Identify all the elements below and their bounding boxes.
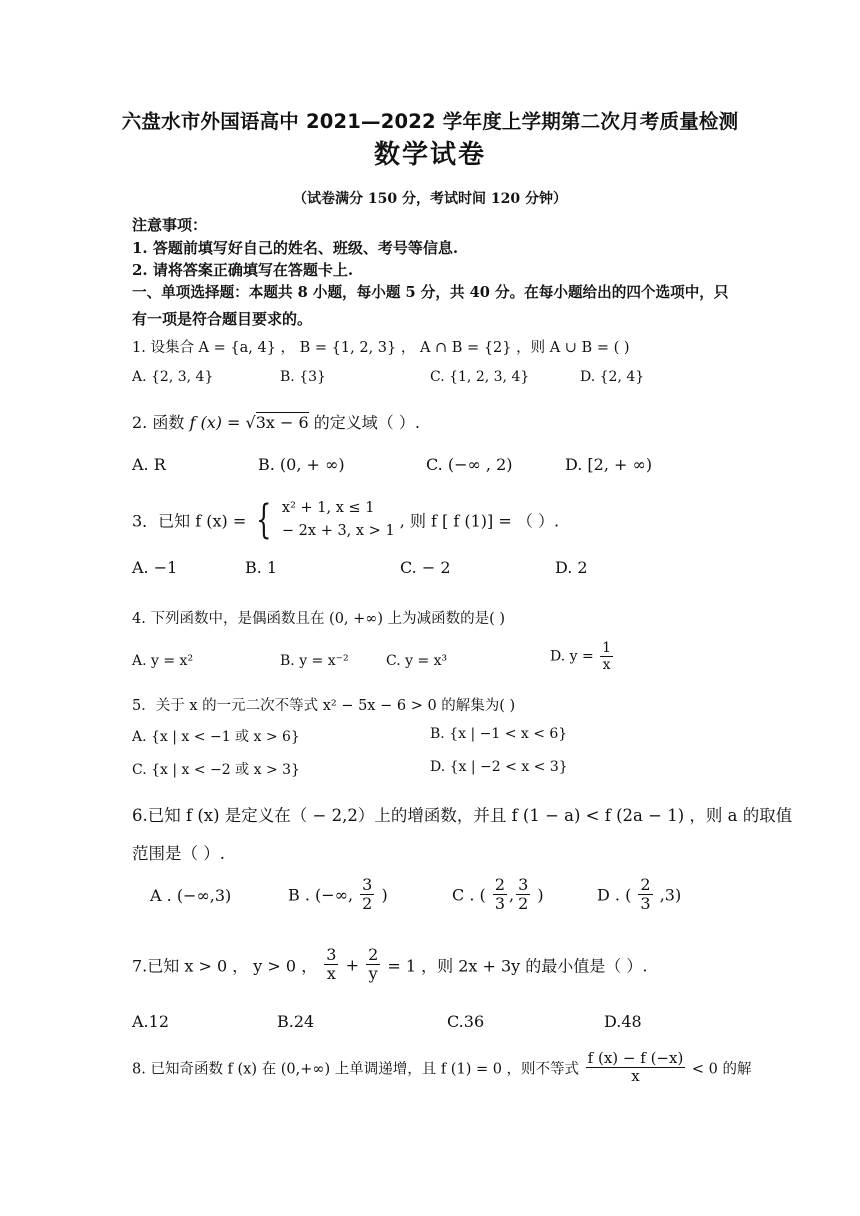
question-4-option-d-denominator: x [602,657,611,674]
question-6-option-b-numerator: 3 [362,875,373,894]
notice-item-1: 1. 答题前填写好自己的姓名、班级、考号等信息. [132,239,459,257]
question-7-stem [132,946,732,984]
question-3-stem [132,497,732,547]
question-2-post: 的定义域（ ）. [308,413,420,432]
question-4-option-a: A. y = x² [132,653,194,669]
question-3-case-1: x² + 1, x ≤ 1 [281,500,375,516]
question-3-option-c: C. − 2 [400,558,451,577]
question-6-option-d [597,876,681,914]
section-heading-line2: 有一项是符合题目要求的。 [132,310,313,328]
question-3-option-b: B. 1 [245,558,278,577]
question-1-option-b: B. {3} [280,369,326,385]
question-2-option-a: A. R [132,455,166,474]
question-4-option-d [550,640,615,673]
question-7-option-a: A.12 [132,1012,169,1031]
question-2-expr: f (x) = √ [189,413,256,432]
question-6-option-d-pre: D . ( [597,885,632,905]
question-6-option-c-numerator-1: 2 [494,875,506,894]
question-6-option-d-post: ,3) [659,885,682,905]
question-5-option-b: B. {x | −1 < x < 6} [430,726,568,742]
question-7-numerator-1: 3 [326,945,337,964]
question-7-plus: + [345,955,359,975]
exam-info: （试卷满分 150 分，考试时间 120 分钟） [293,191,567,207]
question-3-pre: 3．已知 f (x) = [132,511,247,531]
question-6-option-b [288,876,388,914]
question-7-denominator-1: x [326,964,336,984]
question-6-option-c-denominator-2: 2 [518,894,529,914]
notice-heading: 注意事项： [132,216,208,234]
question-6-option-c-denominator-1: 3 [494,894,506,914]
question-7-option-c: C.36 [447,1012,485,1031]
question-6-option-c-post: ) [537,885,544,905]
question-4-option-d-numerator: 1 [602,640,612,656]
question-5-stem: 5．关于 x 的一元二次不等式 x² − 5x − 6 > 0 的解集为( ) [132,698,516,714]
question-4-stem: 4. 下列函数中，是偶函数且在 (0, +∞) 上为减函数的是( ) [132,611,506,627]
question-4-option-c: C. y = x³ [386,653,448,669]
notice-item-2: 2. 请将答案正确填写在答题卡上. [132,261,354,279]
question-4-option-d-label: D. y = [550,648,594,665]
question-6-option-a: A . (−∞,3) [150,886,232,905]
question-2-option-c: C. (−∞ , 2) [426,455,513,474]
question-2-radicand: 3x − 6 [255,413,309,432]
question-6-option-c: C . ( $\frac{2}{3}$ , $\frac{3}{2}$ ) [452,875,544,914]
question-6-option-b-pre: B . (−∞, [288,885,354,905]
question-3-case-2: − 2x + 3, x > 1 [281,523,395,539]
question-2-stem [132,410,732,433]
question-6-stem-line1: 6.已知 f (x) 是定义在（ − 2,2）上的增函数，并且 f (1 − a) < f (2a − 1) ，则 a 的取值 [132,806,793,825]
question-7-post: = 1 ，则 2x + 3y 的最小值是（ ）. [387,956,648,976]
question-3-post: , 则 f [ f (1)] = （ ）. [399,511,560,531]
question-5-option-d: D. {x | −2 < x < 3} [430,759,568,775]
question-8-post: < 0 的解 [691,1061,752,1078]
question-8-denominator: x [631,1067,640,1086]
question-2-option-b: B. (0, + ∞) [258,455,345,474]
question-5-option-a: A. {x | x < −1 或 x > 6} [132,729,300,745]
question-4-option-b: B. y = x⁻² [280,653,349,669]
question-1-option-c: C. {1, 2, 3, 4} [430,369,530,385]
question-6-option-c-pre: C . ( [452,885,486,905]
question-1-option-d: D. {2, 4} [580,369,645,385]
exam-title: 六盘水市外国语高中 2021—2022 学年度上学期第二次月考质量检测 [121,110,739,133]
question-7-option-b: B.24 [277,1012,315,1031]
question-6-stem-line2: 范围是（ ）. [132,844,225,863]
question-6-option-d-numerator: 2 [640,875,651,894]
exam-subject-title: 数学试卷 [373,140,486,170]
question-8-numerator: f (x) − f (−x) [587,1049,684,1067]
question-7-numerator-2: 2 [368,945,379,964]
question-1-stem: 1. 设集合 A = {a, 4} ， B = {1, 2, 3} ， A ∩ B = {2} ，则 A ∪ B = ( ) [132,340,630,356]
question-7-pre: 7.已知 x > 0 ， y > 0 ， [132,956,318,976]
question-6-option-b-post: ) [381,885,388,905]
question-8-pre: 8. 已知奇函数 f (x) 在 (0,+∞) 上单调递增，且 f (1) = 0 ，则不等式 [132,1061,580,1078]
question-3-brace-icon: { [256,497,272,543]
question-8-stem [132,1049,752,1086]
section-heading-line1: 一、单项选择题：本题共 8 小题，每小题 5 分，共 40 分。在每小题给出的四个选项中，只 [132,284,729,301]
question-6-option-b-denominator: 2 [362,894,373,914]
question-3-option-d: D. 2 [555,558,588,577]
question-5-option-c: C. {x | x < −2 或 x > 3} [132,762,300,778]
question-6-option-d-denominator: 3 [640,894,651,914]
question-7-denominator-2: y [368,964,378,984]
question-2-option-d: D. [2, + ∞) [565,455,653,474]
question-6-option-c-numerator-2: 3 [518,875,529,894]
question-1-option-a: A. {2, 3, 4} [132,369,214,385]
question-2-pre: 2. 函数 [132,413,190,432]
question-7-option-d: D.48 [604,1012,642,1031]
question-3-option-a: A. −1 [132,558,178,577]
